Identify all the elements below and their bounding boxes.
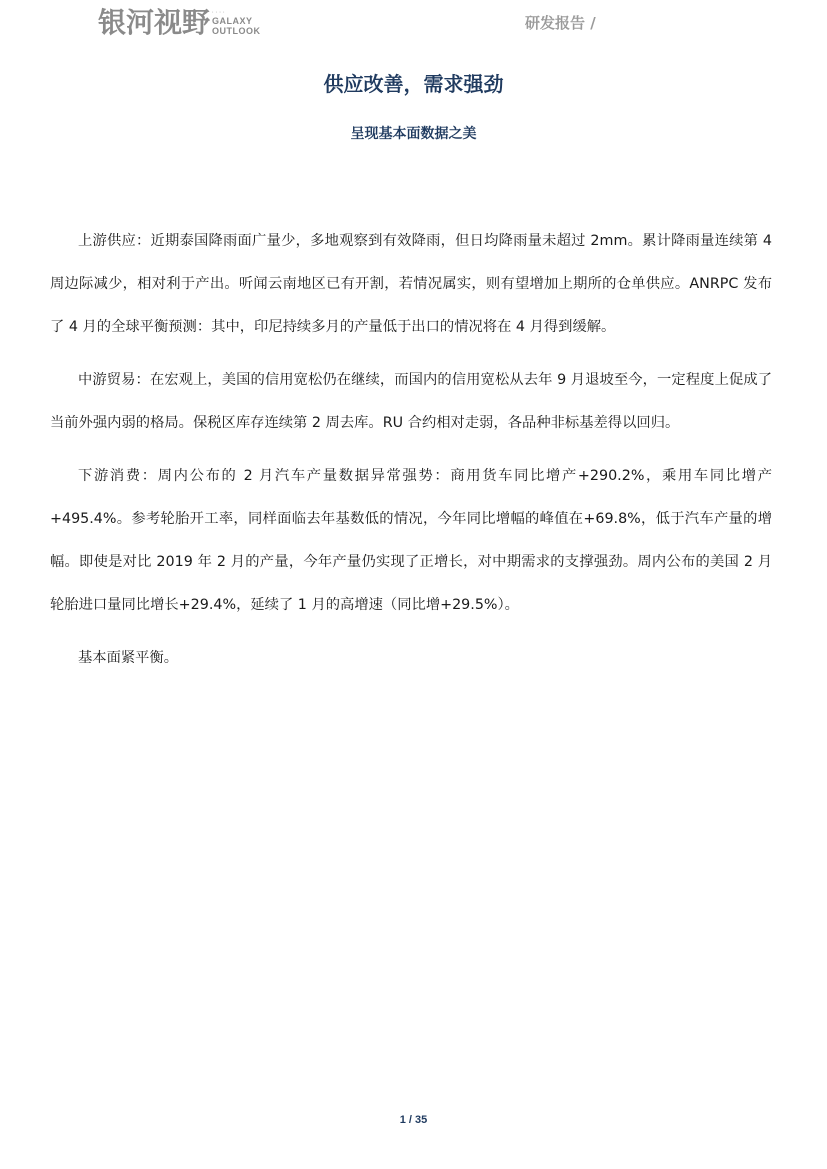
document-title: 供应改善，需求强劲	[323, 72, 504, 96]
document-body	[50, 220, 772, 690]
paragraph-conclusion: 基本面紧平衡。	[78, 650, 179, 666]
paragraph-midstream-trade: 中游贸易：在宏观上，美国的信用宽松仍在继续，而国内的信用宽松从去年 9 月退坡至今，一定程度上促成了当前外强内弱的格局。保税区库存连续第 2 周去库。RU 合约相对走弱，各品种非标基差得以回归。	[50, 372, 772, 431]
document-subtitle: 呈现基本面数据之美	[350, 126, 477, 142]
report-type-label: 研发报告 /	[525, 14, 596, 32]
logo-chinese-text: 银河视野	[98, 6, 211, 39]
logo-en-line1: GALAXY	[212, 15, 253, 26]
logo-english-text	[212, 11, 261, 36]
page-number: 1 / 35	[399, 1114, 428, 1126]
galaxy-outlook-logo	[98, 6, 261, 40]
logo-en-line2: OUTLOOK	[212, 25, 261, 36]
logo-dots: ····	[212, 9, 227, 16]
paragraph-downstream-consumption: 下游消费：周内公布的 2 月汽车产量数据异常强势：商用货车同比增产+290.2%，乘用车同比增产+495.4%。参考轮胎开工率，同样面临去年基数低的情况，今年同比增幅的峰值在+69.8%，低于汽车产量的增幅。即使是对比 2019 年 2 月的产量，今年产量仍实现了正增长，对中期需求的支撑强劲。周内公布的美国 2 月轮胎进口量同比增长+29.4%，延续了 1 月的高增速（同比增+29.5%）。	[50, 468, 772, 613]
paragraph-upstream-supply: 上游供应：近期泰国降雨面广量少，多地观察到有效降雨，但日均降雨量未超过 2mm。累计降雨量连续第 4 周边际减少，相对利于产出。听闻云南地区已有开割，若情况属实，则有望增加上期所的仓单供应。ANRPC 发布了 4 月的全球平衡预测：其中，印尼持续多月的产量低于出口的情况将在 4 月得到缓解。	[50, 233, 772, 335]
